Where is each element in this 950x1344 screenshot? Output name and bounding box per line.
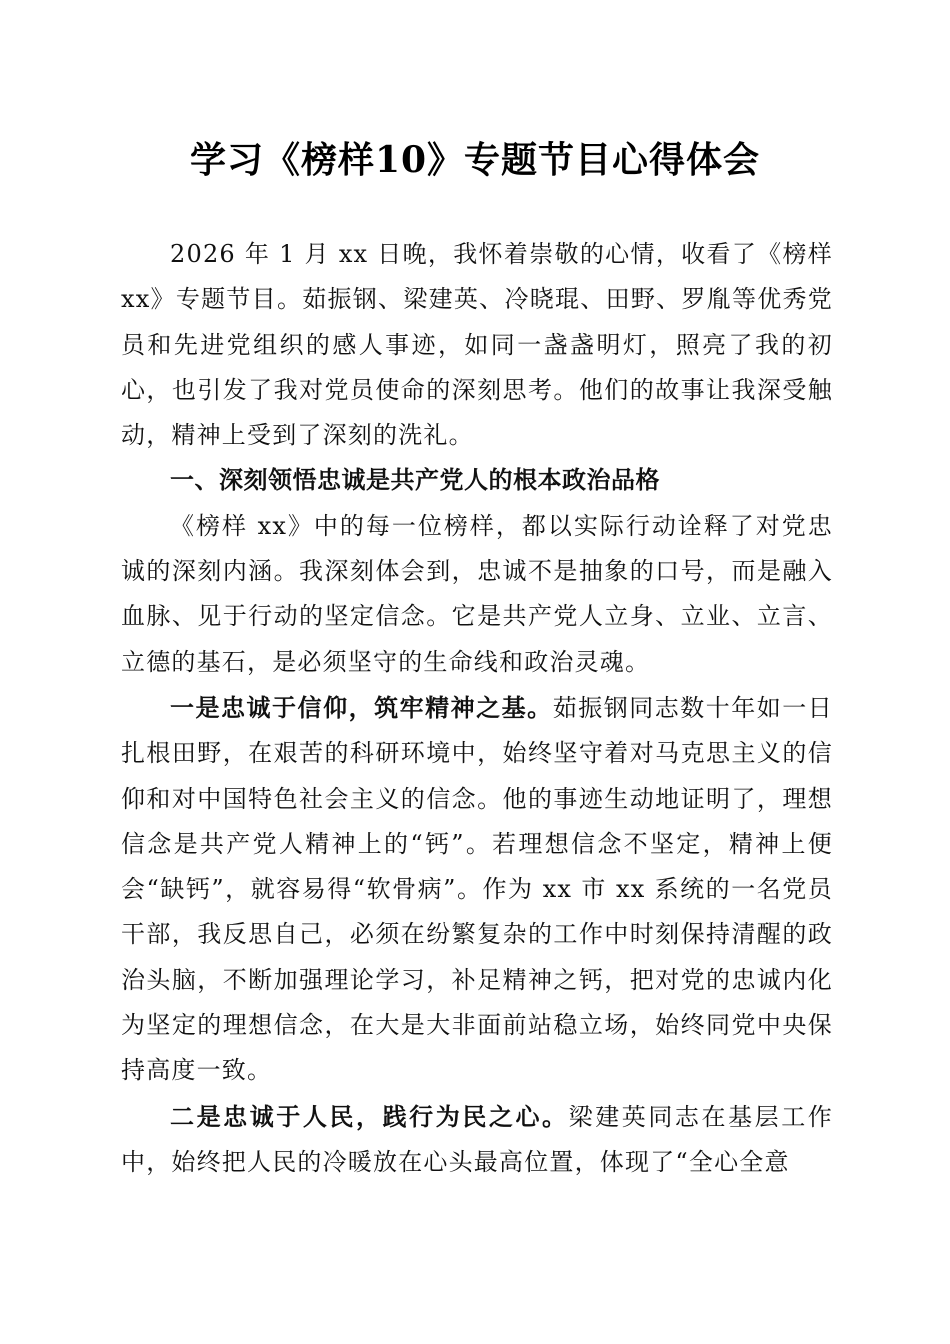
section-heading: 一、深刻领悟忠诚是共产党人的根本政治品格 [170, 466, 660, 495]
point-text-2: 梁建英同志在基层工作中，始终把人民的冷暖放在心头最高位置，体现了“全心全意 [121, 1102, 833, 1176]
point-text-1: 茹振钢同志数十年如一日扎根田野，在艰苦的科研环境中，始终坚守着对马克思主义的信仰和对中国特色社会主义的信念。他的事迹生动地证明了，理想信念是共产党人精神上的“钙”。若理想信念不坚定，精神上便会“缺钙”，就容易得“软骨病”。作为 xx 市 xx 系统的一名党员干部，我反思自己，必须在纷繁复杂的工作中时刻保持清醒的政治头脑，不断加强理论学习，补足精神之钙，把对党的忠诚内化为坚定的理想信念，在大是大非面前站稳立场，始终同党中央保持高度一致。 [121, 693, 834, 1085]
section-paragraph: 《榜样 xx》中的每一位榜样，都以实际行动诠释了对党忠诚的深刻内涵。我深刻体会到，忠诚不是抽象的口号，而是融入血脉、见于行动的坚定信念。它是共产党人立身、立业、立言、立德的基石，是必须坚守的生命线和政治灵魂。 [121, 511, 833, 676]
point-lead-1: 一是忠诚于信仰，筑牢精神之基。 [170, 692, 553, 722]
document-title: 学习《榜样10》专题节目心得体会 [189, 139, 761, 181]
point-paragraph-1 [121, 685, 833, 1094]
point-paragraph-2 [121, 1094, 833, 1186]
intro-paragraph: 2026 年 1 月 xx 日晚，我怀着崇敬的心情，收看了《榜样 xx》专题节目。茹振钢、梁建英、冷晓琨、田野、罗胤等优秀党员和先进党组织的感人事迹，如同一盏盏明灯，照亮了我的初心，也引发了我对党员使命的深刻思考。他们的故事让我深受触动，精神上受到了深刻的洗礼。 [121, 240, 833, 450]
point-lead-2: 二是忠诚于人民，践行为民之心。 [170, 1101, 569, 1131]
document-body [121, 232, 833, 1185]
